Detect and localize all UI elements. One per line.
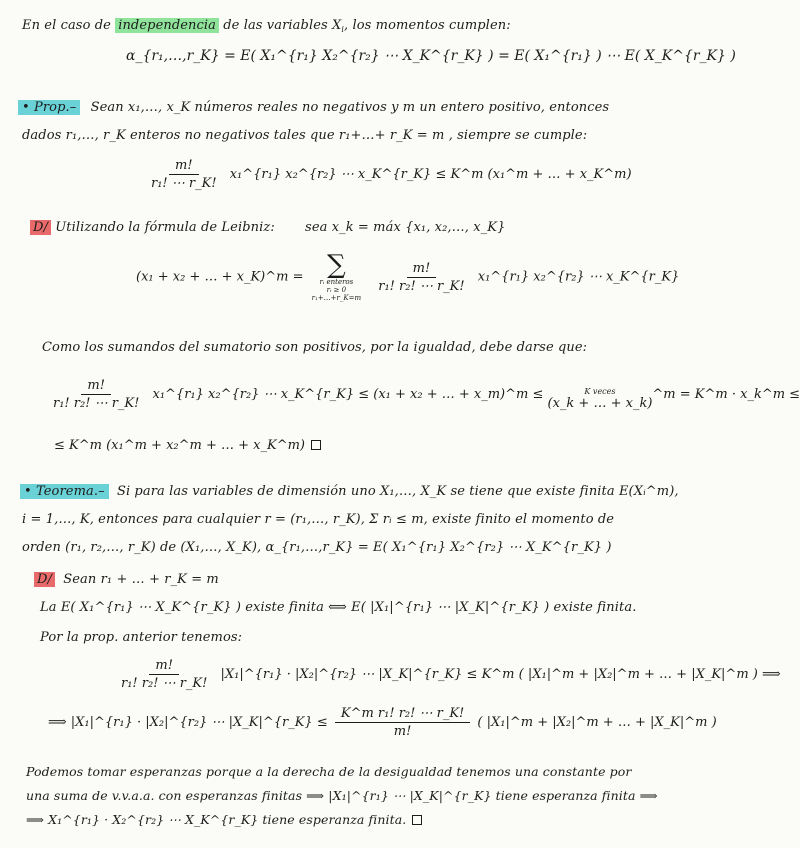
prop-formula: [142, 158, 632, 191]
prop-line1: [18, 100, 609, 115]
proof1-text: Utilizando la fórmula de Leibniz:: [55, 220, 275, 235]
proof1-sea: sea x_k = máx {x₁, x₂,…, x_K}: [305, 220, 506, 235]
proof2-por: Por la prop. anterior tenemos:: [40, 630, 243, 645]
proof2-formula2: ⟹ |X₁|^{r₁} · |X₂|^{r₂} ⋯ |X_K|^{r_K} ≤ $\frac{\text{K\textasciicircum{}m r₁! r₂! ⋯ r\_K!}}{m!}$ ( |X₁|^m + |X₂|^m + … + |X_K|^m ): [48, 706, 717, 739]
k-times-group: K veces (x_k + … + x_k): [547, 387, 653, 411]
como-line: Como los sumandos del sumatorio son positivos, por la igualdad, debe darse que:: [42, 340, 588, 355]
proof2-la: La E( X₁^{r₁} ⋯ X_K^{r_K} ) existe finita ⟺ E( |X₁|^{r₁} ⋯ |X_K|^{r_K} ) existe finita.: [40, 600, 637, 615]
independence-highlight: independencia: [115, 18, 219, 33]
closing-line2: una suma de v.v.a.a. con esperanzas finitas ⟹ |X₁|^{r₁} ⋯ |X_K|^{r_K} tiene esperanza finita ⟹: [26, 788, 658, 803]
leibniz-rhs: x₁^{r₁} x₂^{r₂} ⋯ x_K^{r_K}: [477, 269, 680, 285]
ineq-end: ^m = K^m · x_k^m ≤: [652, 387, 800, 402]
proof1-line: [30, 220, 505, 235]
teorema-label: • Teorema.–: [20, 484, 109, 499]
teorema-line2: i = 1,…, K, entonces para cualquier r = (r₁,…, r_K), Σ rᵢ ≤ m, existe finito el momento de: [22, 512, 615, 527]
leibniz-formula: [136, 252, 679, 302]
prop-text1: Sean x₁,…, x_K números reales no negativos y m un entero positivo, entonces: [90, 100, 610, 115]
proof2-formula1: $\frac{m!}{\text{r₁! r₂! ⋯ r\_K!}}$ |X₁|^{r₁} · |X₂|^{r₂} ⋯ |X_K|^{r_K} ≤ K^m ( |X₁|^m + |X₂|^m + … + |X_K|^m ) ⟹: [112, 658, 781, 691]
leibniz-fraction: $\frac{m!}{\text{r₁! r₂! ⋯ r\_K!}}$: [378, 260, 465, 294]
intro-line: En el caso de independencia de las variables $X_i$, los momentos cumplen:: [22, 18, 511, 34]
ineq-mid: x₁^{r₁} x₂^{r₂} ⋯ x_K^{r_K} ≤ (x₁ + x₂ + … + x_m)^m ≤: [152, 387, 544, 402]
qed-square-icon: [311, 440, 321, 450]
sum-symbol: ∑ rᵢ enteros rᵢ ≥ 0 r₁+…+r_K=m: [311, 250, 362, 302]
prop-line2: dados r₁,…, r_K enteros no negativos tales que r₁+…+ r_K = m , siempre se cumple:: [22, 128, 588, 143]
proof2-line: D/ Sean r₁ + … + r_K = m: [34, 572, 219, 587]
prop-label: • Prop.–: [18, 100, 80, 115]
proof2-fraction1: $\frac{m!}{\text{r₁! r₂! ⋯ r\_K!}}$: [121, 658, 208, 691]
teorema-line1: • Teorema.– Si para las variables de dimensión uno X₁,…, X_K se tiene que existe finita E(Xᵢ^m),: [20, 484, 679, 499]
leibniz-lhs: (x₁ + x₂ + … + x_K)^m =: [136, 269, 304, 285]
closing-line3: ⟹ X₁^{r₁} · X₂^{r₂} ⋯ X_K^{r_K} tiene esperanza finita.: [26, 812, 422, 827]
intro-before: En el caso de: [22, 18, 111, 33]
teorema-line3: orden (r₁, r₂,…, r_K) de (X₁,…, X_K), α_{r₁,…,r_K} = E( X₁^{r₁} X₂^{r₂} ⋯ X_K^{r_K} ): [22, 540, 612, 555]
ineq-formula: [44, 378, 800, 411]
proof2-fraction2: $\frac{\text{K\textasciicircum{}m r₁! r₂! ⋯ r\_K!}}{m!}$: [335, 706, 470, 739]
intro-after: de las variables X: [223, 18, 342, 33]
prop-rhs: x₁^{r₁} x₂^{r₂} ⋯ x_K^{r_K} ≤ K^m (x₁^m + … + x_K^m): [229, 167, 632, 182]
intro-after-end: , los momentos cumplen:: [344, 18, 511, 33]
intro-formula: α_{r₁,…,r_K} = E( X₁^{r₁} X₂^{r₂} ⋯ X_K^{r_K} ) = E( X₁^{r₁} ) ⋯ E( X_K^{r_K} ): [126, 48, 736, 64]
proof1-label: D/: [30, 220, 51, 235]
prop-fraction: $\frac{m!}{\text{r₁! ⋯ r\_K!}}$: [151, 158, 217, 191]
qed-square-icon-2: [412, 815, 422, 825]
proof2-label: D/: [34, 572, 55, 587]
closing-line1: Podemos tomar esperanzas porque a la derecha de la desigualdad tenemos una constante por: [26, 764, 632, 779]
ineq-last: ≤ K^m (x₁^m + x₂^m + … + x_K^m): [54, 438, 321, 453]
ineq-fraction: $\frac{m!}{\text{r₁! r₂! ⋯ r\_K!}}$: [53, 378, 140, 411]
